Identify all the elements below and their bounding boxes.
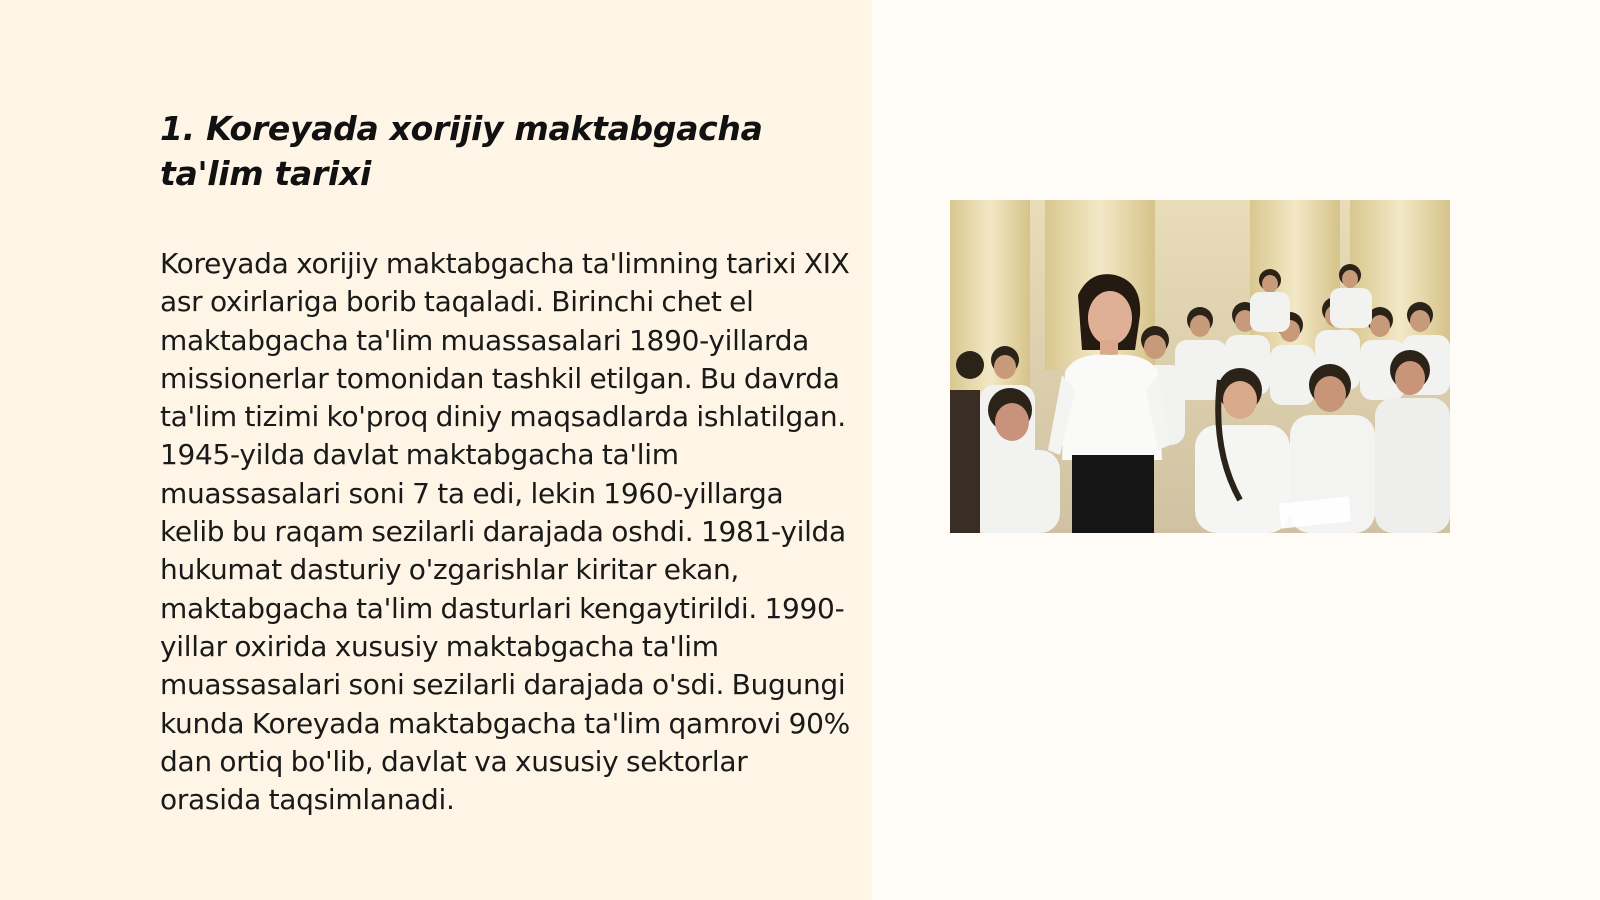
classroom-students-photo (950, 200, 1450, 533)
slide-body-text: Koreyada xorijiy maktabgacha ta'limning tarixi XIX asr oxirlariga borib taqaladi. Birinchi chet el maktabgacha ta'lim muassasalari 1890-yillarda missionerlar tomonidan tashkil etilgan. Bu davrda ta'lim tizimi ko'proq diniy maqsadlarda ishlatilgan. 1945-yilda davlat maktabgacha ta'lim muassasalari soni 7 ta edi, lekin 1960-yillarga kelib bu raqam sezilarli darajada oshdi. 1981-yilda hukumat dasturiy o'zgarishlar kiritar ekan, maktabgacha ta'lim dasturlari kengaytirildi. 1990-yillar oxirida xususiy maktabgacha ta'lim muassasalari soni sezilarli darajada o'sdi. Bugungi kunda Koreyada maktabgacha ta'lim qamrovi 90% dan ortiq bo'lib, davlat va xususiy sektorlar orasida taqsimlanadi. (160, 247, 850, 817)
slide-title: 1. Koreyada xorijiy maktabgacha ta'lim tarixi (160, 109, 763, 193)
